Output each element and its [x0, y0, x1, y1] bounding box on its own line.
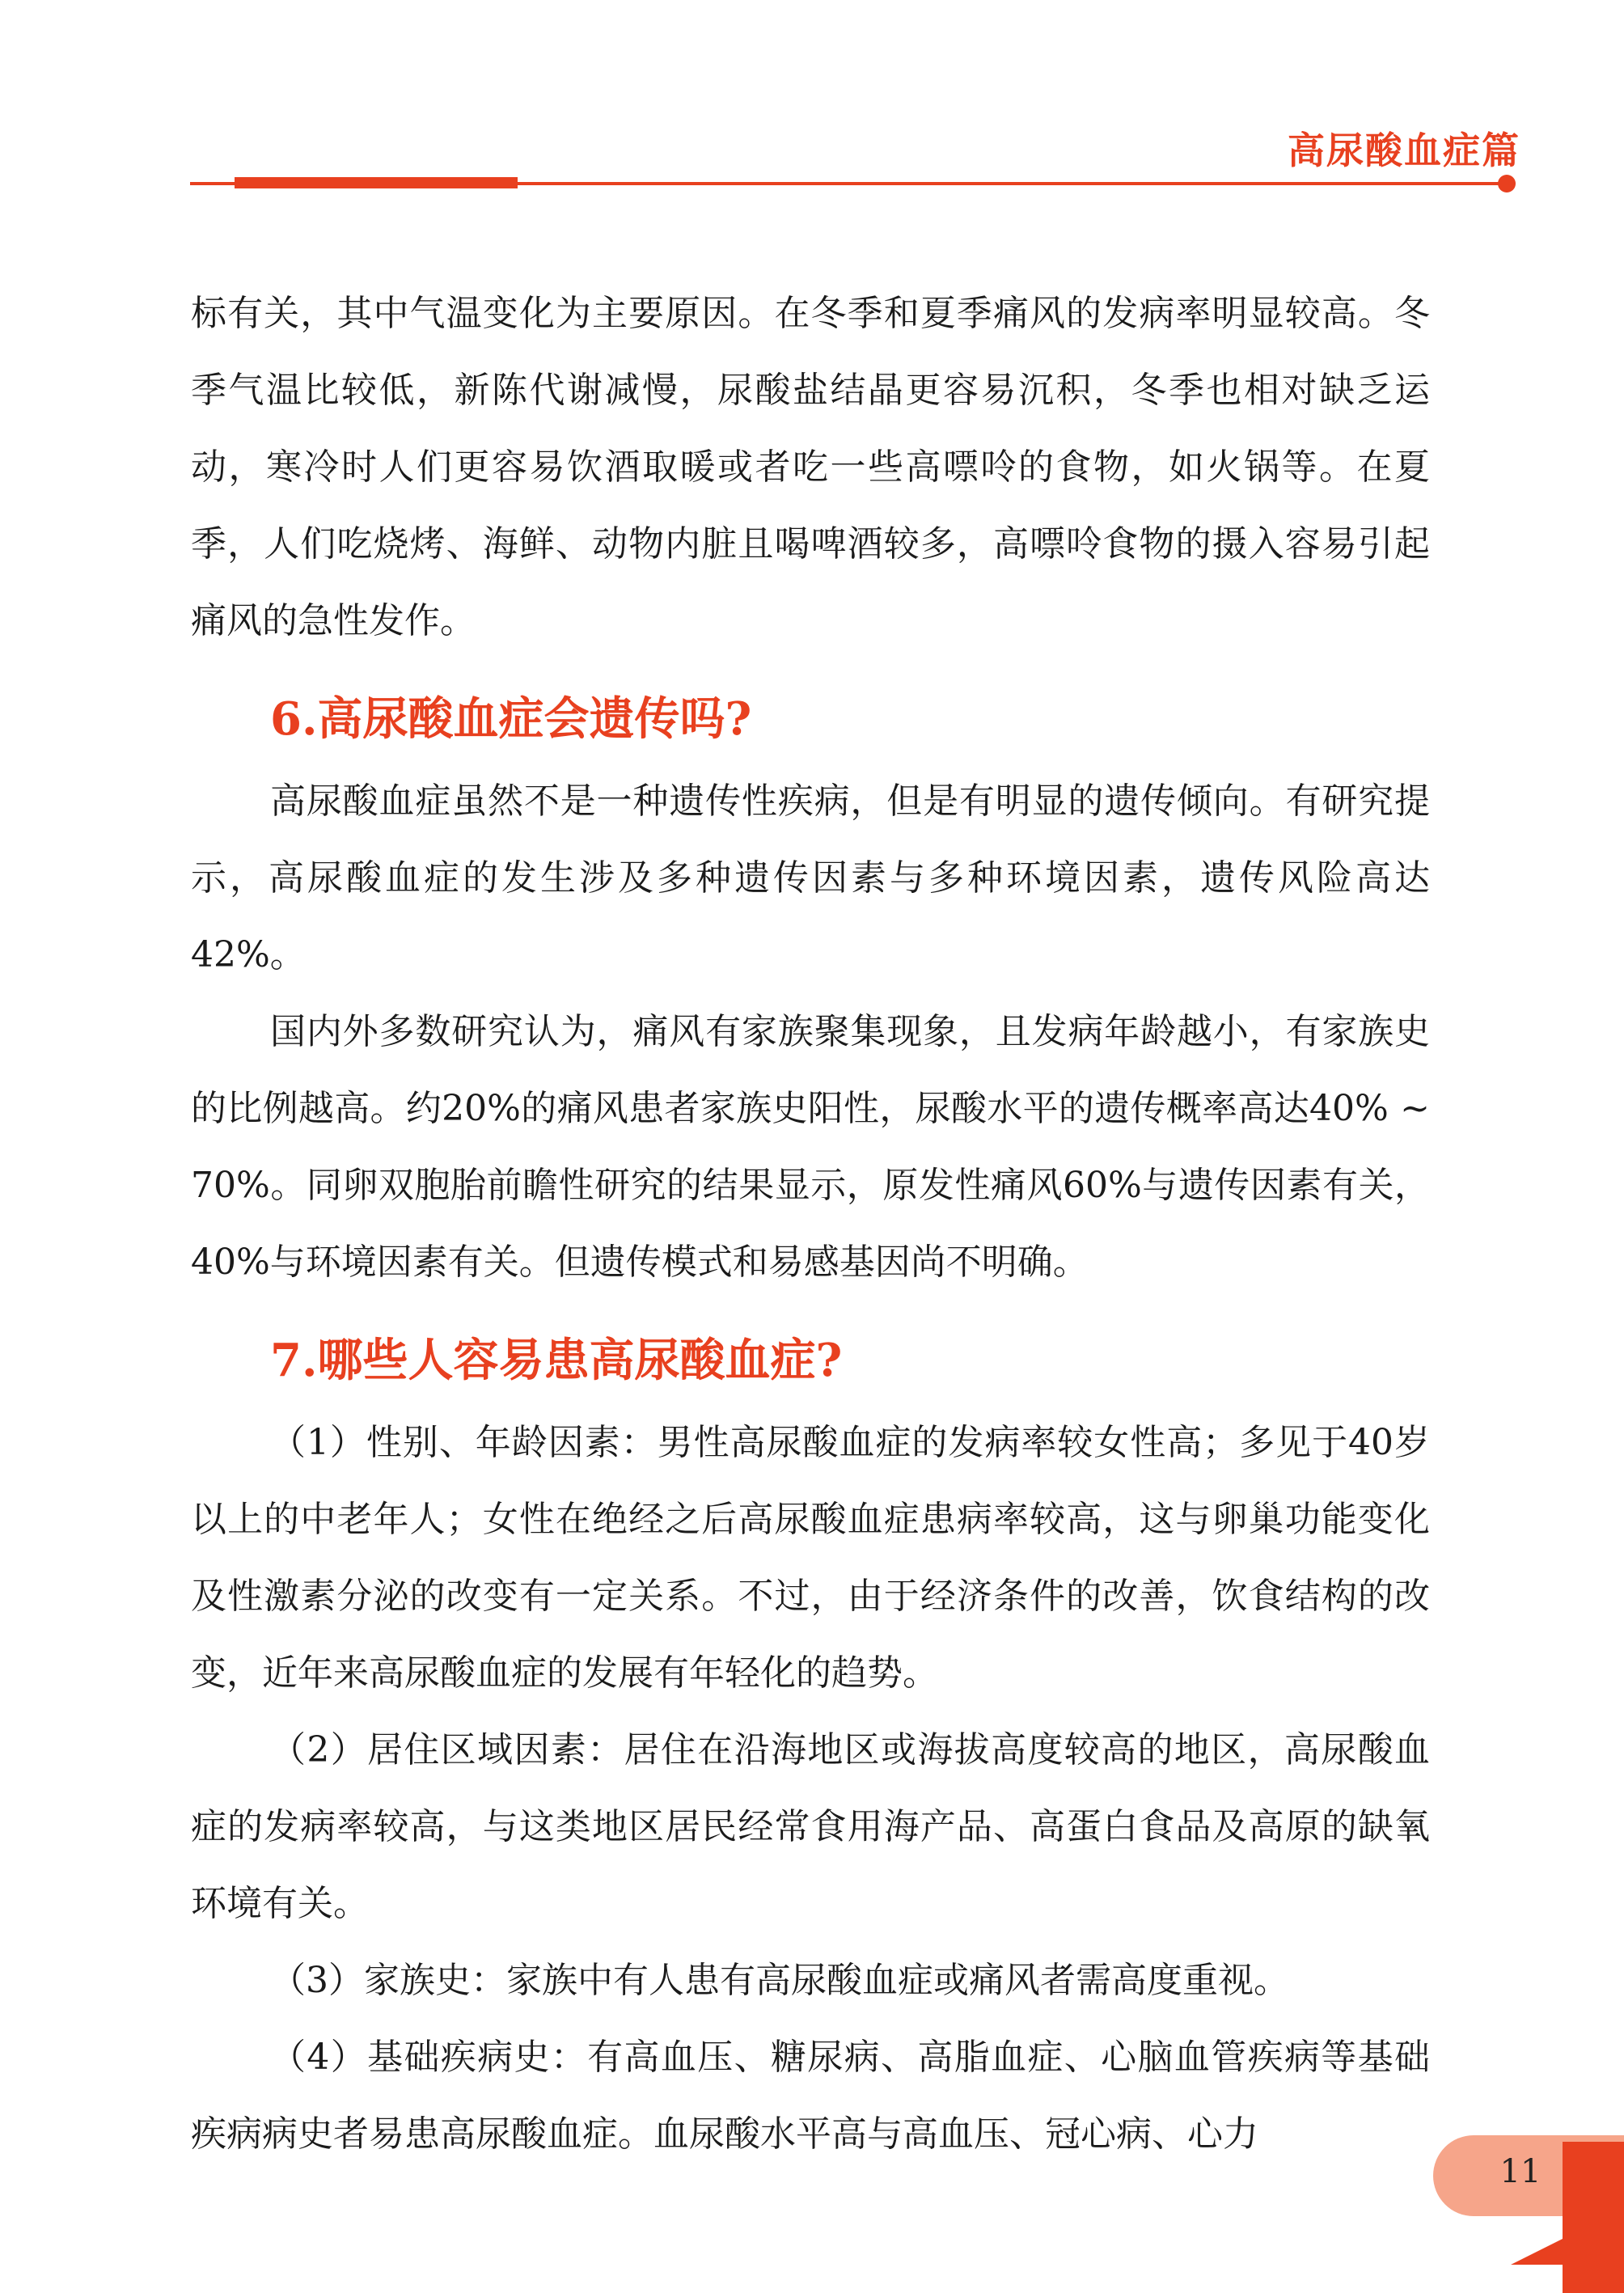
corner-decoration	[1563, 2142, 1624, 2293]
header-rule-dot	[1498, 175, 1516, 192]
page-body	[191, 275, 1430, 2172]
section-6-paragraph-2: 国内外多数研究认为，痛风有家族聚集现象，且发病年龄越小，有家族史的比例越高。约20%的痛风患者家族史阳性，尿酸水平的遗传概率高达40% ~ 70%。同卵双胞胎前瞻性研究的结果显示，原发性痛风60%与遗传因素有关，40%与环境因素有关。但遗传模式和易感基因尚不明确。	[191, 1011, 1430, 1283]
section-7-item-2: （2）居住区域因素：居住在沿海地区或海拔高度较高的地区，高尿酸血症的发病率较高，与这类地区居民经常食用海产品、高蛋白食品及高原的缺氧环境有关。	[191, 1729, 1430, 1924]
section-7-item-4: （4）基础疾病史：有高血压、糖尿病、高脂血症、心脑血管疾病等基础疾病病史者易患高尿酸血症。血尿酸水平高与高血压、冠心病、心力	[191, 2037, 1430, 2155]
section-6-heading: 6.高尿酸血症会遗传吗?	[270, 692, 752, 746]
running-header-title: 高尿酸血症篇	[1288, 129, 1520, 172]
section-7-item-1: （1）性别、年龄因素：男性高尿酸血症的发病率较女性高；多见于40岁以上的中老年人；女性在绝经之后高尿酸血症患病率较高，这与卵巢功能变化及性激素分泌的改变有一定关系。不过，由于经济条件的改善，饮食结构的改变，近年来高尿酸血症的发展有年轻化的趋势。	[191, 1422, 1430, 1694]
intro-paragraph: 标有关，其中气温变化为主要原因。在冬季和夏季痛风的发病率明显较高。冬季气温比较低，新陈代谢减慢，尿酸盐结晶更容易沉积，冬季也相对缺乏运动，寒冷时人们更容易饮酒取暖或者吃一些高嘌呤的食物，如火锅等。在夏季，人们吃烧烤、海鲜、动物内脏且喝啤酒较多，高嘌呤食物的摄入容易引起痛风的急性发作。	[191, 293, 1430, 641]
section-7-item-3: （3）家族史：家族中有人患有高尿酸血症或痛风者需高度重视。	[270, 1960, 1289, 2001]
section-7-heading: 7.哪些人容易患高尿酸血症?	[270, 1334, 843, 1387]
page-number: 11	[1499, 2153, 1542, 2190]
header-rule-accent-bar	[235, 177, 518, 188]
section-6-paragraph-1: 高尿酸血症虽然不是一种遗传性疾病，但是有明显的遗传倾向。有研究提示，高尿酸血症的发生涉及多种遗传因素与多种环境因素，遗传风险高达42%。	[191, 781, 1430, 975]
